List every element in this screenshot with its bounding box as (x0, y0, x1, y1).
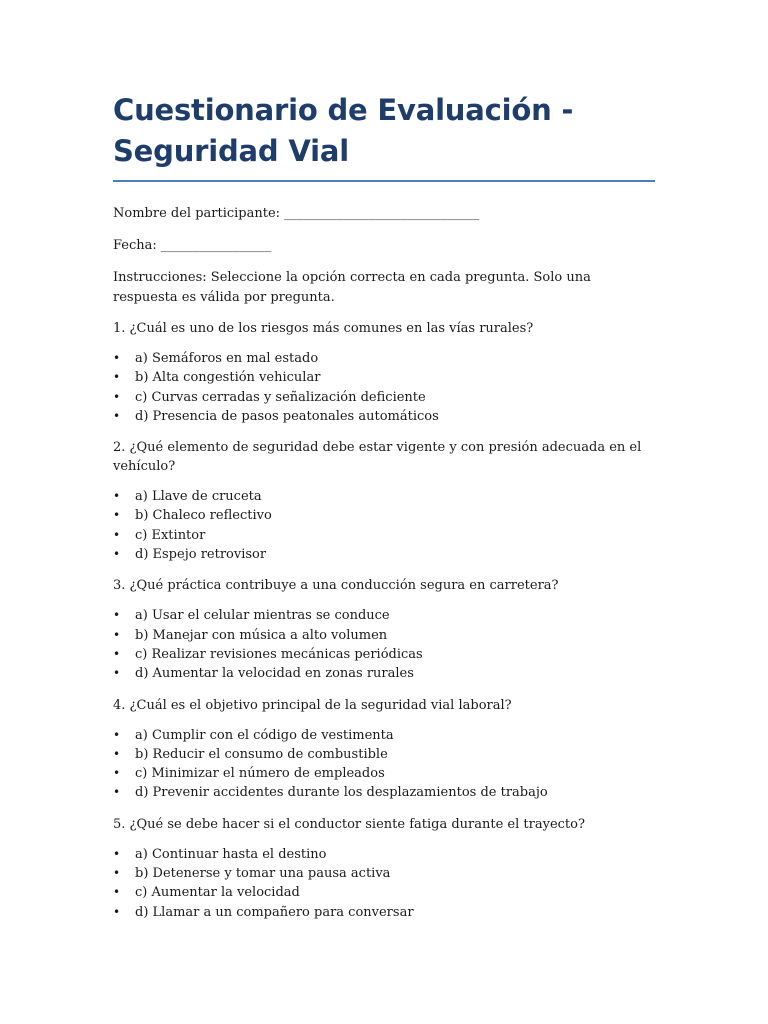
option-item (113, 487, 655, 506)
option-label: d) Presencia de pasos peatonales automáticos (135, 408, 439, 424)
option-item (113, 368, 655, 387)
bullet-icon: • (113, 885, 121, 900)
option-label: a) Llave de cruceta (135, 489, 262, 505)
option-item (113, 903, 655, 922)
option-label: a) Continuar hasta el destino (135, 846, 327, 862)
question-3: 3. ¿Qué práctica contribuye a una conducción segura en carretera? (113, 578, 559, 594)
question-2: 2. ¿Qué elemento de seguridad debe estar vigente y con presión adecuada en el vehículo? (113, 440, 642, 475)
option-label: d) Aumentar la velocidad en zonas rurales (135, 666, 414, 682)
bullet-icon: • (113, 608, 121, 623)
option-item (113, 845, 655, 864)
bullet-icon: • (113, 351, 121, 365)
bullet-icon: • (113, 547, 121, 562)
question-5-options (113, 845, 655, 922)
option-label: b) Manejar con música a alto volumen (135, 627, 388, 643)
bullet-icon: • (113, 766, 121, 781)
bullet-icon: • (113, 846, 121, 861)
question-1: 1. ¿Cuál es uno de los riesgos más comunes en las vías rurales? (113, 321, 534, 336)
option-item (113, 645, 655, 664)
option-item (113, 606, 655, 625)
question-4-options (113, 726, 655, 803)
option-item (113, 407, 655, 426)
bullet-icon: • (113, 527, 121, 542)
option-label: c) Extintor (135, 527, 206, 543)
bullet-icon: • (113, 627, 121, 642)
document-title: Cuestionario de Evaluación - Seguridad Vial (113, 90, 655, 182)
option-item (113, 545, 655, 564)
option-item (113, 726, 655, 745)
option-label: b) Detenerse y tomar una pausa activa (135, 866, 391, 882)
option-item (113, 626, 655, 645)
option-label: d) Llamar a un compañero para conversar (135, 904, 414, 920)
option-label: b) Reducir el consumo de combustible (135, 746, 388, 762)
option-item (113, 864, 655, 883)
option-label: c) Minimizar el número de empleados (135, 766, 385, 782)
bullet-icon: • (113, 785, 121, 800)
instructions: Instrucciones: Seleccione la opción correcta en cada pregunta. Solo una respuesta es válida por pregunta. (113, 270, 591, 305)
option-label: b) Alta congestión vehicular (135, 370, 321, 386)
option-label: c) Curvas cerradas y señalización deficiente (135, 389, 426, 405)
option-item (113, 764, 655, 783)
bullet-icon: • (113, 666, 121, 681)
option-label: d) Prevenir accidentes durante los desplazamientos de trabajo (135, 785, 548, 801)
option-item (113, 349, 655, 368)
option-label: c) Realizar revisiones mecánicas periódicas (135, 646, 423, 662)
bullet-icon: • (113, 646, 121, 661)
option-item (113, 745, 655, 764)
bullet-icon: • (113, 489, 121, 504)
question-3-options (113, 606, 655, 683)
question-5: 5. ¿Qué se debe hacer si el conductor siente fatiga durante el trayecto? (113, 816, 585, 832)
document-page (113, 90, 655, 922)
bullet-icon: • (113, 727, 121, 742)
option-item (113, 388, 655, 407)
option-label: a) Cumplir con el código de vestimenta (135, 727, 394, 743)
bullet-icon: • (113, 866, 121, 881)
option-label: b) Chaleco reflectivo (135, 508, 272, 524)
option-item (113, 526, 655, 545)
participant-name-field: Nombre del participante: ______________________________ (113, 206, 480, 221)
option-label: d) Espejo retrovisor (135, 547, 267, 563)
option-label: c) Aumentar la velocidad (135, 885, 300, 901)
option-item (113, 664, 655, 683)
bullet-icon: • (113, 389, 121, 404)
bullet-icon: • (113, 370, 121, 385)
question-1-options (113, 349, 655, 426)
bullet-icon: • (113, 746, 121, 761)
bullet-icon: • (113, 904, 121, 919)
option-item (113, 883, 655, 902)
option-label: a) Usar el celular mientras se conduce (135, 608, 390, 624)
questions-list (113, 319, 655, 922)
option-label: a) Semáforos en mal estado (135, 351, 319, 366)
question-4: 4. ¿Cuál es el objetivo principal de la seguridad vial laboral? (113, 697, 512, 713)
date-field: Fecha: _________________ (113, 238, 272, 253)
question-2-options (113, 487, 655, 564)
option-item (113, 783, 655, 802)
bullet-icon: • (113, 508, 121, 523)
bullet-icon: • (113, 408, 121, 423)
option-item (113, 506, 655, 525)
